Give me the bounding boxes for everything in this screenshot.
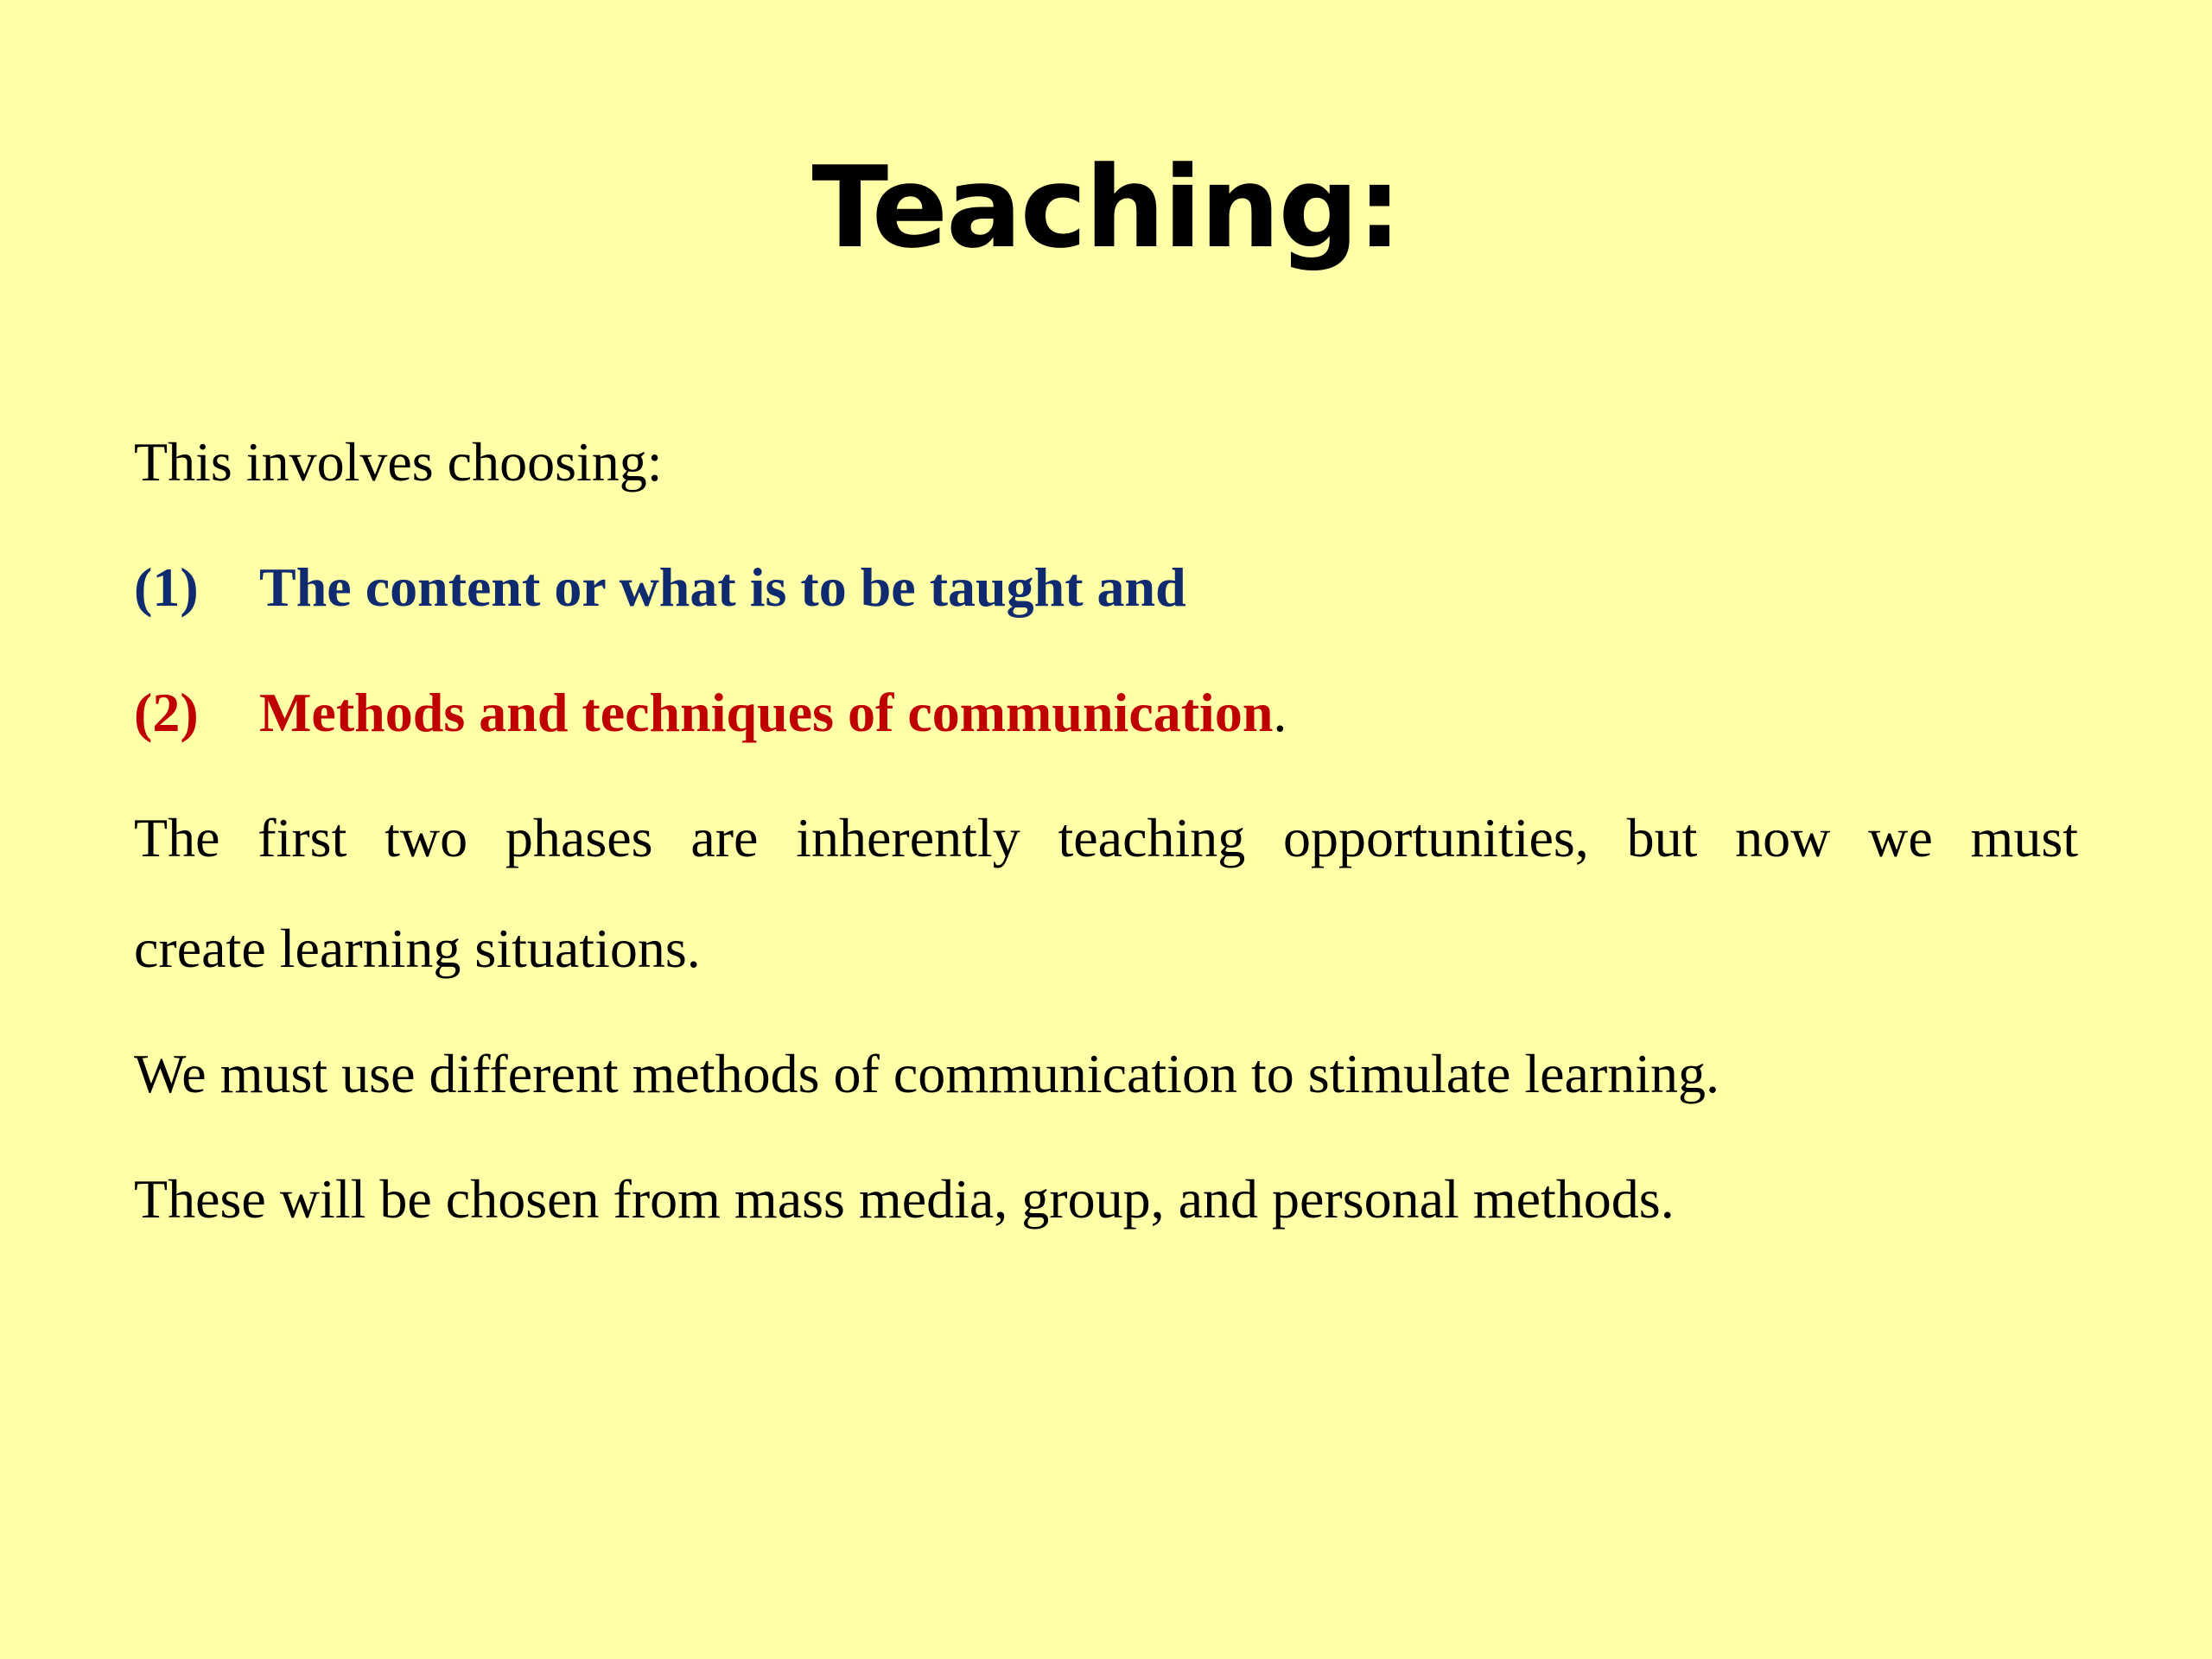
list-item-2-number: (2) — [134, 682, 199, 743]
paragraph-1-line-1: The first two phases are inherently teaching opportunities, but now we must — [134, 807, 2078, 868]
list-item-1-text: The content or what is to be taught and — [259, 556, 1186, 618]
paragraph-2: We must use different methods of communication to stimulate learning. — [134, 1043, 1720, 1104]
list-item-2-text: Methods and techniques of communication — [259, 682, 1274, 743]
paragraph-3: These will be chosen from mass media, group, and personal methods. — [134, 1168, 1675, 1230]
list-item-1 — [134, 553, 2078, 622]
paragraph-1-line-2: create learning situations. — [134, 918, 701, 979]
list-item-1-number: (1) — [134, 556, 199, 618]
intro-text: This involves choosing: — [134, 431, 663, 493]
list-item-2 — [134, 678, 2078, 747]
list-item-2-suffix: . — [1273, 682, 1287, 743]
slide-title: Teaching: — [811, 142, 1401, 273]
